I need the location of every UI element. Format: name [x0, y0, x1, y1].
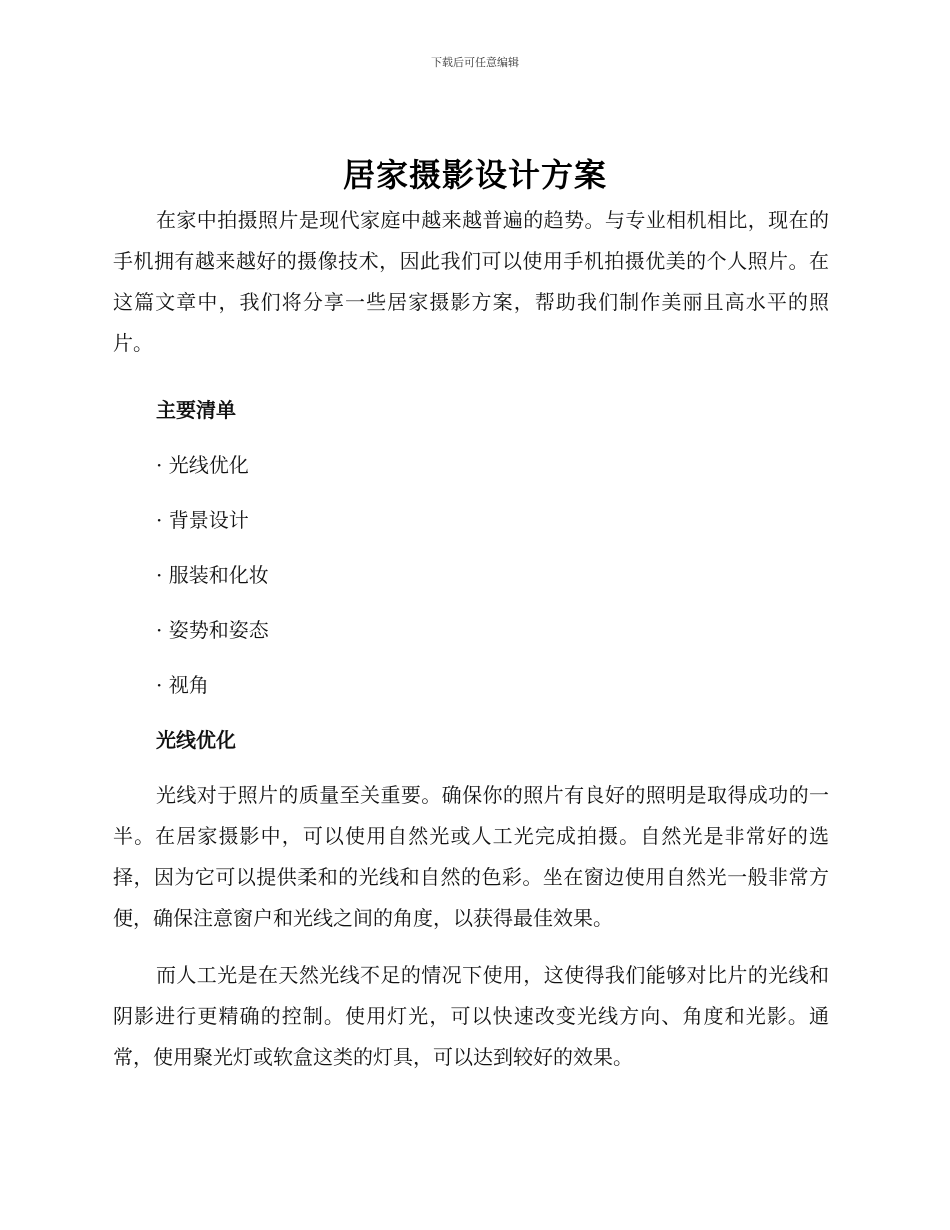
checklist-heading: 主要清单 — [156, 398, 236, 422]
lighting-paragraph: 而人工光是在天然光线不足的情况下使用，这使得我们能够对比片的光线和阴影进行更精确的控制。使用灯光，可以快速改变光线方向、角度和光影。通常，使用聚光灯或软盒这类的灯具，可以达到较好的效果。 — [113, 963, 829, 1069]
document-body — [113, 200, 829, 1078]
checklist-item: · 光线优化 — [156, 453, 249, 477]
checklist-item: · 背景设计 — [156, 508, 249, 532]
intro-paragraph: 在家中拍摄照片是现代家庭中越来越普遍的趋势。与专业相机相比，现在的手机拥有越来越好的摄像技术，因此我们可以使用手机拍摄优美的个人照片。在这篇文章中，我们将分享一些居家摄影方案，帮助我们制作美丽且高水平的照片。 — [113, 208, 829, 355]
checklist-item: · 视角 — [156, 673, 209, 697]
lighting-paragraph: 光线对于照片的质量至关重要。确保你的照片有良好的照明是取得成功的一半。在居家摄影中，可以使用自然光或人工光完成拍摄。自然光是非常好的选择，因为它可以提供柔和的光线和自然的色彩。坐在窗边使用自然光一般非常方便，确保注意窗户和光线之间的角度，以获得最佳效果。 — [113, 783, 829, 930]
document-title: 居家摄影设计方案 — [342, 156, 607, 194]
lighting-heading: 光线优化 — [156, 728, 236, 752]
checklist-item: · 服装和化妆 — [156, 563, 269, 587]
page-header-note: 下载后可任意编辑 — [431, 56, 519, 69]
checklist-item: · 姿势和姿态 — [156, 618, 269, 642]
